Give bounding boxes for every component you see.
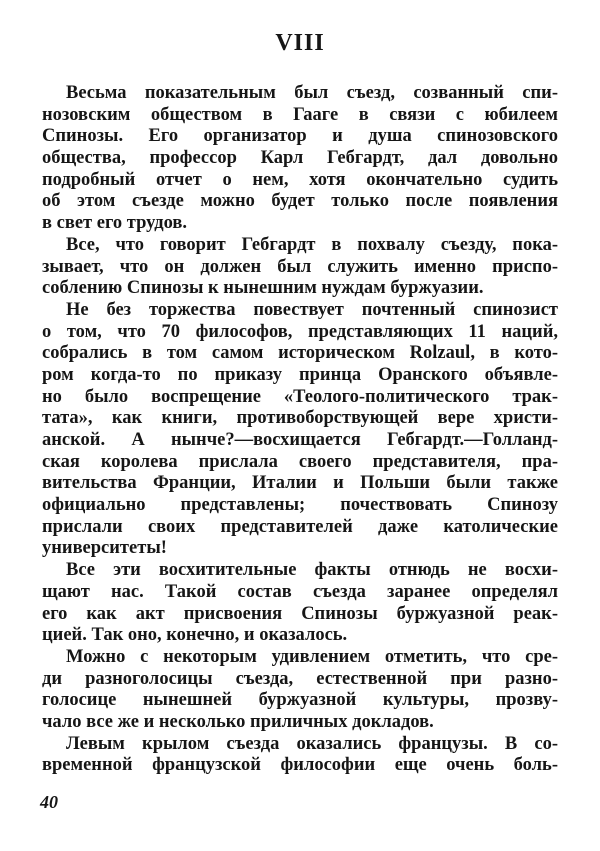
- text-line: его как акт присвоения Спинозы буржуазной реак-: [42, 603, 558, 624]
- text-line: официально представлены; почествовать Спинозу: [42, 495, 558, 516]
- text-line: Не без торжества повествует почтенный спинозист: [66, 299, 558, 320]
- paragraph: [42, 235, 558, 300]
- text-line: Все эти восхитительные факты отнюдь не восхи-: [66, 560, 558, 581]
- text-line: анской. А нынче?—восхищается Гебгардт.—Голланд-: [42, 430, 558, 450]
- text-line: ром когда-то по приказу принца Оранского объявле-: [42, 364, 558, 385]
- page-number: 40: [40, 792, 58, 812]
- text-line: о том, что 70 философов, представляющих 11 наций,: [42, 321, 558, 342]
- paragraph: [42, 300, 558, 560]
- text-line: чало все же и несколько приличных докладов.: [42, 711, 434, 732]
- text-line: цией. Так оно, конечно, и оказалось.: [42, 625, 348, 646]
- text-line: об этом съезде можно будет только после появления: [42, 191, 558, 212]
- text-line: Весьма показательным был съезд, созванный спи-: [66, 83, 558, 103]
- paragraph: [42, 647, 558, 734]
- text-line: подробный отчет о нем, хотя окончательно судить: [42, 169, 558, 190]
- text-line: щают нас. Такой состав съезда заранее определял: [42, 581, 558, 602]
- text-line: временной французской философии еще очень боль-: [42, 755, 558, 776]
- text-line: Можно с некоторым удивлением отметить, что сре-: [66, 646, 558, 667]
- text-line: вительства Франции, Италии и Польши были также: [42, 473, 558, 494]
- text-line: Спинозы. Его организатор и душа спинозовского: [42, 126, 558, 147]
- text-line: голосице нынешней буржуазной культуры, прозву-: [42, 690, 558, 711]
- text-line: университеты!: [42, 538, 167, 559]
- text-line: собрались в том самом историческом Rolzaul, в кото-: [42, 343, 558, 364]
- text-line: соблению Спинозы к нынешним нуждам буржуазии.: [42, 278, 484, 299]
- text-line: ди разноголосицы съезда, естественной при разно-: [42, 668, 558, 689]
- text-line: Левым крылом съезда оказались французы. В со-: [66, 733, 558, 754]
- text-line: тата», как книги, противоборствующей вере христи-: [42, 408, 558, 429]
- text-line: в свет его трудов.: [42, 213, 187, 234]
- text-line: Все, что говорит Гебгардт в похвалу съезду, пока-: [66, 234, 558, 255]
- text-line: но было воспрещение «Теолого-политического трак-: [42, 386, 558, 407]
- text-line: ская королева прислала своего представителя, пра-: [42, 451, 558, 472]
- text-line: общества, профессор Карл Гебгардт, дал довольно: [42, 148, 558, 169]
- text-line: прислали своих представителей даже католические: [42, 516, 558, 537]
- text-line: зывает, что он должен был служить именно приспо-: [42, 256, 558, 277]
- paragraph: [42, 560, 558, 647]
- text-line: нозовским обществом в Гааге в связи с юбилеем: [42, 104, 558, 125]
- chapter-heading: VIII: [275, 30, 325, 56]
- paragraph: [42, 83, 558, 235]
- paragraph: [42, 734, 558, 777]
- body-text: [42, 83, 558, 777]
